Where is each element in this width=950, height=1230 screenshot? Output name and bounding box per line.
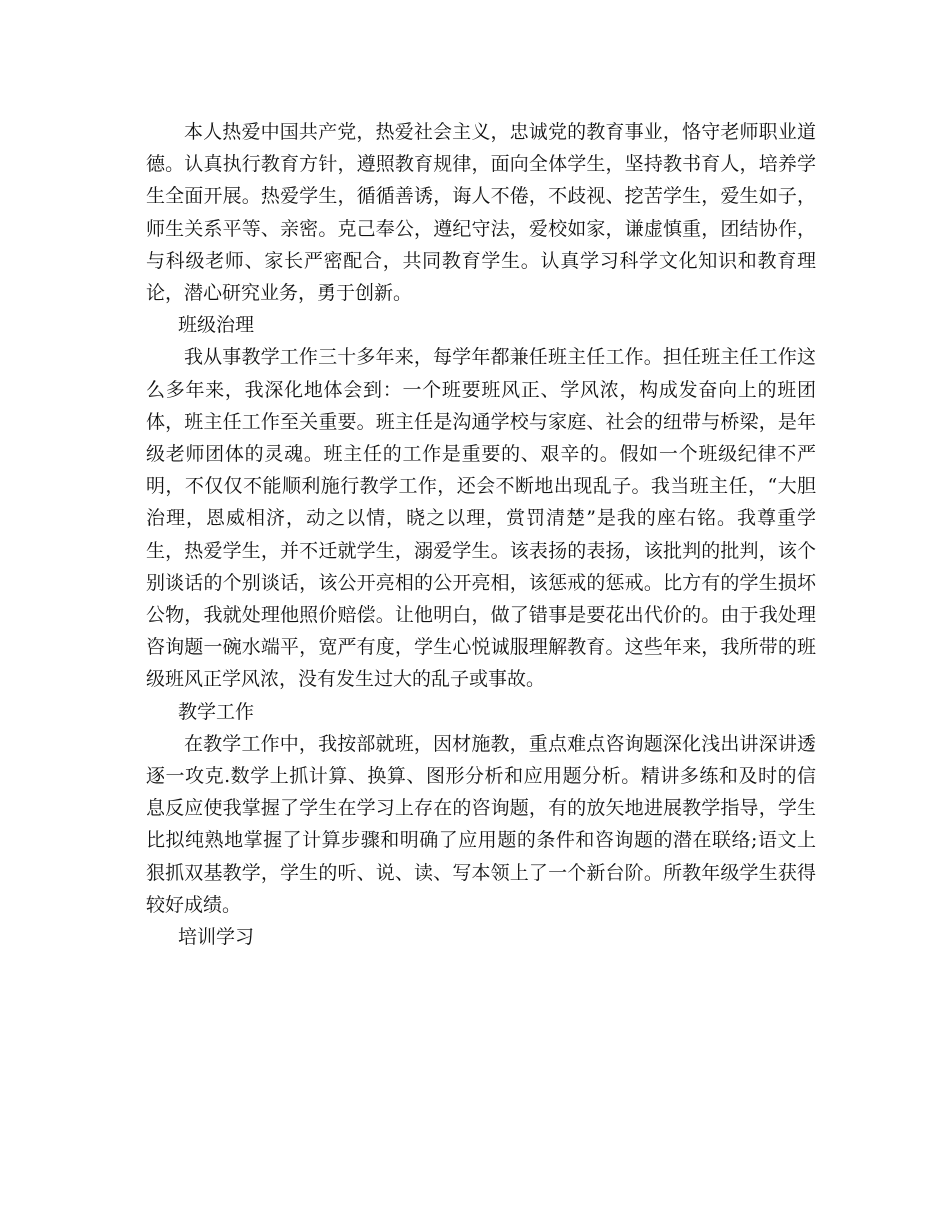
- document-page: [146, 116, 816, 953]
- paragraph-teaching-work: 在教学工作中，我按部就班，因材施教，重点难点咨询题深化浅出讲深讲透逐一攻克.数学上抓计算、换算、图形分析和应用题分析。精讲多练和及时的信息反应使我掌握了学生在学习上存在的咨询题，有的放矢地进展教学指导，学生比拟纯熟地掌握了计算步骤和明确了应用题的条件和咨询题的潜在联络;语文上狠抓双基教学，学生的听、说、读、写本领上了一个新台阶。所教年级学生获得较好成绩。: [146, 732, 816, 916]
- paragraph-professional-ethics: 本人热爱中国共产党，热爱社会主义，忠诚党的教育事业，恪守老师职业道德。认真执行教育方针，遵照教育规律，面向全体学生，坚持教书育人，培养学生全面开展。热爱学生，循循善诱，诲人不倦，不歧视、挖苦学生，爱生如子，师生关系平等、亲密。克己奉公，遵纪守法，爱校如家，谦虚慎重，团结协作，与科级老师、家长严密配合，共同教育学生。认真学习科学文化知识和教育理论，潜心研究业务，勇于创新。: [146, 121, 816, 305]
- section-heading-training-study: 培训学习: [178, 926, 255, 949]
- section-heading-teaching-work: 教学工作: [178, 700, 255, 723]
- paragraph-class-management: 我从事教学工作三十多年来，每学年都兼任班主任工作。担任班主任工作这么多年来，我深化地体会到：一个班要班风正、学风浓，构成发奋向上的班团体，班主任工作至关重要。班主任是沟通学校与家庭、社会的纽带与桥梁，是年级老师团体的灵魂。班主任的工作是重要的、艰辛的。假如一个班级纪律不严明，不仅仅不能顺利施行教学工作，还会不断地出现乱子。我当班主任，“大胆治理，恩威相济，动之以情，晓之以理，赏罚清楚”是我的座右铭。我尊重学生，热爱学生，并不迁就学生，溺爱学生。该表扬的表扬，该批判的批判，该个别谈话的个别谈话，该公开亮相的公开亮相，该惩戒的惩戒。比方有的学生损坏公物，我就处理他照价赔偿。让他明白，做了错事是要花出代价的。由于我处理咨询题一碗水端平，宽严有度，学生心悦诚服理解教育。这些年来，我所带的班级班风正学风浓，没有发生过大的乱子或事故。: [146, 346, 816, 691]
- section-heading-class-management: 班级治理: [178, 314, 255, 337]
